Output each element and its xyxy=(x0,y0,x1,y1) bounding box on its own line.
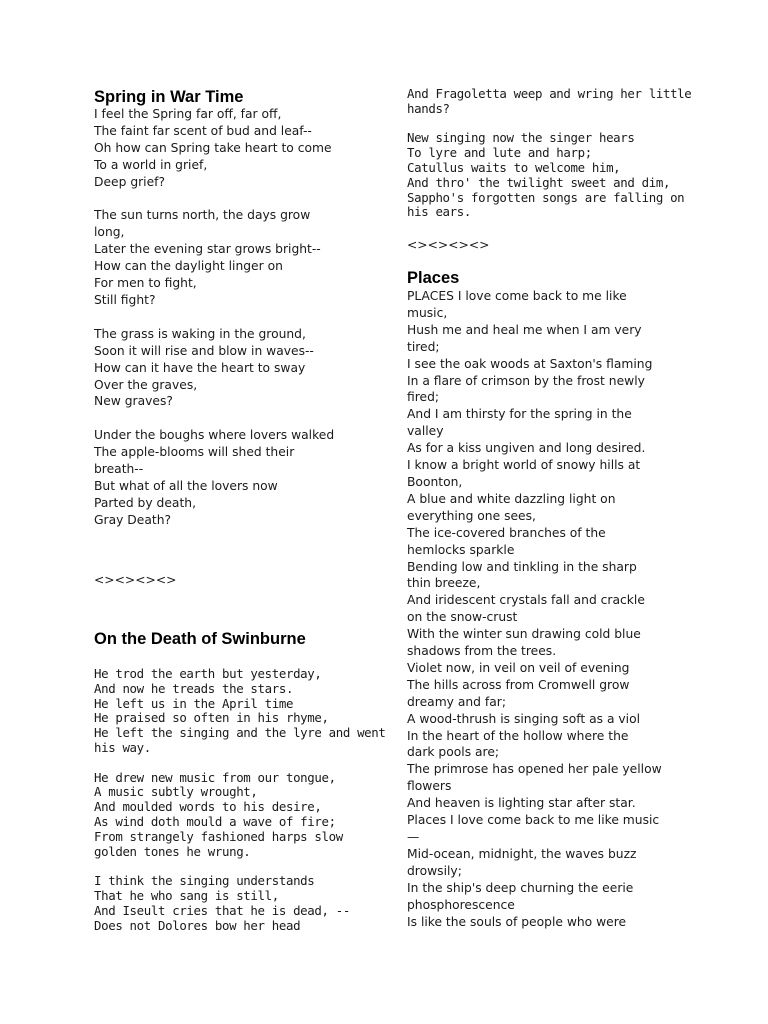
poem-line: In a flare of crimson by the frost newly xyxy=(407,373,645,388)
poem-line: golden tones he wrung. xyxy=(94,843,251,859)
poem-line: valley xyxy=(407,424,444,439)
poem-line: Catullus waits to welcome him, xyxy=(407,159,621,175)
poem-line: on the snow-crust xyxy=(407,610,518,625)
poem-line: As for a kiss ungiven and long desired. xyxy=(407,441,646,456)
poem-body-on-the-death-of-swinburne xyxy=(94,667,386,933)
poem-line: Soon it will rise and blow in waves-- xyxy=(94,343,314,358)
poem-line: breath-- xyxy=(94,462,144,477)
poem-body-places xyxy=(407,288,662,930)
poem-line: The sun turns north, the days grow xyxy=(94,208,311,223)
poem-line: drowsily; xyxy=(407,863,462,878)
poem-line: long, xyxy=(94,225,125,240)
poem-line: Oh how can Spring take heart to come xyxy=(94,140,332,155)
poem-title-places: Places xyxy=(407,269,460,287)
poem-line: The apple-blooms will shed their xyxy=(94,445,295,460)
poem-line: And I am thirsty for the spring in the xyxy=(407,407,632,422)
poem-line: his ears. xyxy=(407,204,471,220)
poem-line: Over the graves, xyxy=(94,377,198,392)
poem-title-spring-in-war-time: Spring in War Time xyxy=(94,88,244,106)
poem-line: dark pools are; xyxy=(407,745,500,760)
poem-line: To lyre and lute and harp; xyxy=(407,145,592,161)
poem-line: And iridescent crystals fall and crackle xyxy=(407,593,645,608)
poem-line: I feel the Spring far off, far off, xyxy=(94,107,282,121)
poem-line: Hush me and heal me when I am very xyxy=(407,322,642,337)
poem-line: And now he treads the stars. xyxy=(94,680,294,696)
poem-line: Violet now, in veil on veil of evening xyxy=(407,660,630,675)
stanza-break xyxy=(94,410,334,427)
poem-line: The faint far scent of bud and leaf-- xyxy=(94,123,312,138)
poem-line: In the ship's deep churning the eerie xyxy=(407,880,634,895)
poem-line: In the heart of the hollow where the xyxy=(407,728,629,743)
poem-line: And heaven is lighting star after star. xyxy=(407,796,636,811)
poem-line: And Iseult cries that he is dead, -- xyxy=(94,902,350,918)
poem-line: And moulded words to his desire, xyxy=(94,799,322,815)
poem-line: The grass is waking in the ground, xyxy=(94,326,306,341)
poem-line: Parted by death, xyxy=(94,495,196,510)
poem-line: Later the evening star grows bright-- xyxy=(94,242,321,257)
poem-line: PLACES I love come back to me like xyxy=(407,289,627,303)
stanza-break xyxy=(94,756,386,771)
poem-line: A wood-thrush is singing soft as a viol xyxy=(407,711,641,726)
section-separator-right: <><><><> xyxy=(407,238,490,252)
poem-line: The hills across from Cromwell grow xyxy=(407,677,630,692)
poem-line: He left the singing and the lyre and went xyxy=(94,725,386,741)
poem-line: Places I love come back to me like music xyxy=(407,813,660,828)
poem-body-spring-in-war-time xyxy=(94,106,334,529)
poem-line: A blue and white dazzling light on xyxy=(407,491,616,506)
poem-line: And thro' the twilight sweet and dim, xyxy=(407,174,671,190)
poem-line: phosphorescence xyxy=(407,897,515,912)
poem-line: his way. xyxy=(94,739,151,755)
poem-line: fired; xyxy=(407,390,440,405)
poem-line: He trod the earth but yesterday, xyxy=(94,666,322,681)
stanza-break xyxy=(94,859,386,874)
poem-line: Boonton, xyxy=(407,474,463,489)
poem-line: Bending low and tinkling in the sharp xyxy=(407,559,637,574)
stanza-break xyxy=(94,191,334,208)
poem-line: hands? xyxy=(407,100,450,116)
poem-line: — xyxy=(407,830,420,844)
stanza-break xyxy=(407,117,691,132)
poem-line: Does not Dolores bow her head xyxy=(94,917,301,933)
section-separator-left: <><><><> xyxy=(94,573,177,587)
poem-line: Sappho's forgotten songs are falling on xyxy=(407,189,685,205)
poem-line: I think the singing understands xyxy=(94,873,315,889)
poem-line: How can the daylight linger on xyxy=(94,259,283,274)
poem-line: As wind doth mould a wave of fire; xyxy=(94,813,336,829)
poem-body-swinburne-continued xyxy=(407,87,691,220)
poem-line: hemlocks sparkle xyxy=(407,542,515,557)
poem-line: For men to fight, xyxy=(94,276,197,291)
poem-line: Mid-ocean, midnight, the waves buzz xyxy=(407,846,637,861)
poem-line: Is like the souls of people who were xyxy=(407,914,627,929)
poem-line: To a world in grief, xyxy=(94,157,208,172)
poem-line: I see the oak woods at Saxton's flaming xyxy=(407,356,653,371)
poem-line: Under the boughs where lovers walked xyxy=(94,428,335,443)
poem-line: New graves? xyxy=(94,394,173,409)
poem-line: Gray Death? xyxy=(94,512,172,527)
poem-line: He praised so often in his rhyme, xyxy=(94,710,329,726)
poem-line: He left us in the April time xyxy=(94,695,294,711)
poem-line: flowers xyxy=(407,779,452,794)
poem-line: That he who sang is still, xyxy=(94,887,279,903)
poem-line: dreamy and far; xyxy=(407,694,506,709)
poem-line: thin breeze, xyxy=(407,576,481,591)
poem-line: With the winter sun drawing cold blue xyxy=(407,627,641,642)
poem-line: How can it have the heart to sway xyxy=(94,360,306,375)
poem-line: The primrose has opened her pale yellow xyxy=(407,762,662,777)
poem-line: New singing now the singer hears xyxy=(407,130,635,146)
stanza-break xyxy=(94,309,334,326)
poem-line: tired; xyxy=(407,339,440,354)
poem-line: music, xyxy=(407,305,448,320)
poem-line: I know a bright world of snowy hills at xyxy=(407,458,641,473)
poem-line: But what of all the lovers now xyxy=(94,478,278,493)
poem-line: everything one sees, xyxy=(407,508,536,523)
poem-line: Deep grief? xyxy=(94,174,166,189)
poem-line: shadows from the trees. xyxy=(407,644,557,659)
poem-line: Still fight? xyxy=(94,292,156,307)
poem-title-on-the-death-of-swinburne: On the Death of Swinburne xyxy=(94,630,306,648)
poem-line: And Fragoletta weep and wring her little xyxy=(407,86,692,101)
poem-line: He drew new music from our tongue, xyxy=(94,769,336,785)
poem-line: From strangely fashioned harps slow xyxy=(94,828,343,844)
poem-line: A music subtly wrought, xyxy=(94,784,258,800)
poem-line: The ice-covered branches of the xyxy=(407,525,606,540)
